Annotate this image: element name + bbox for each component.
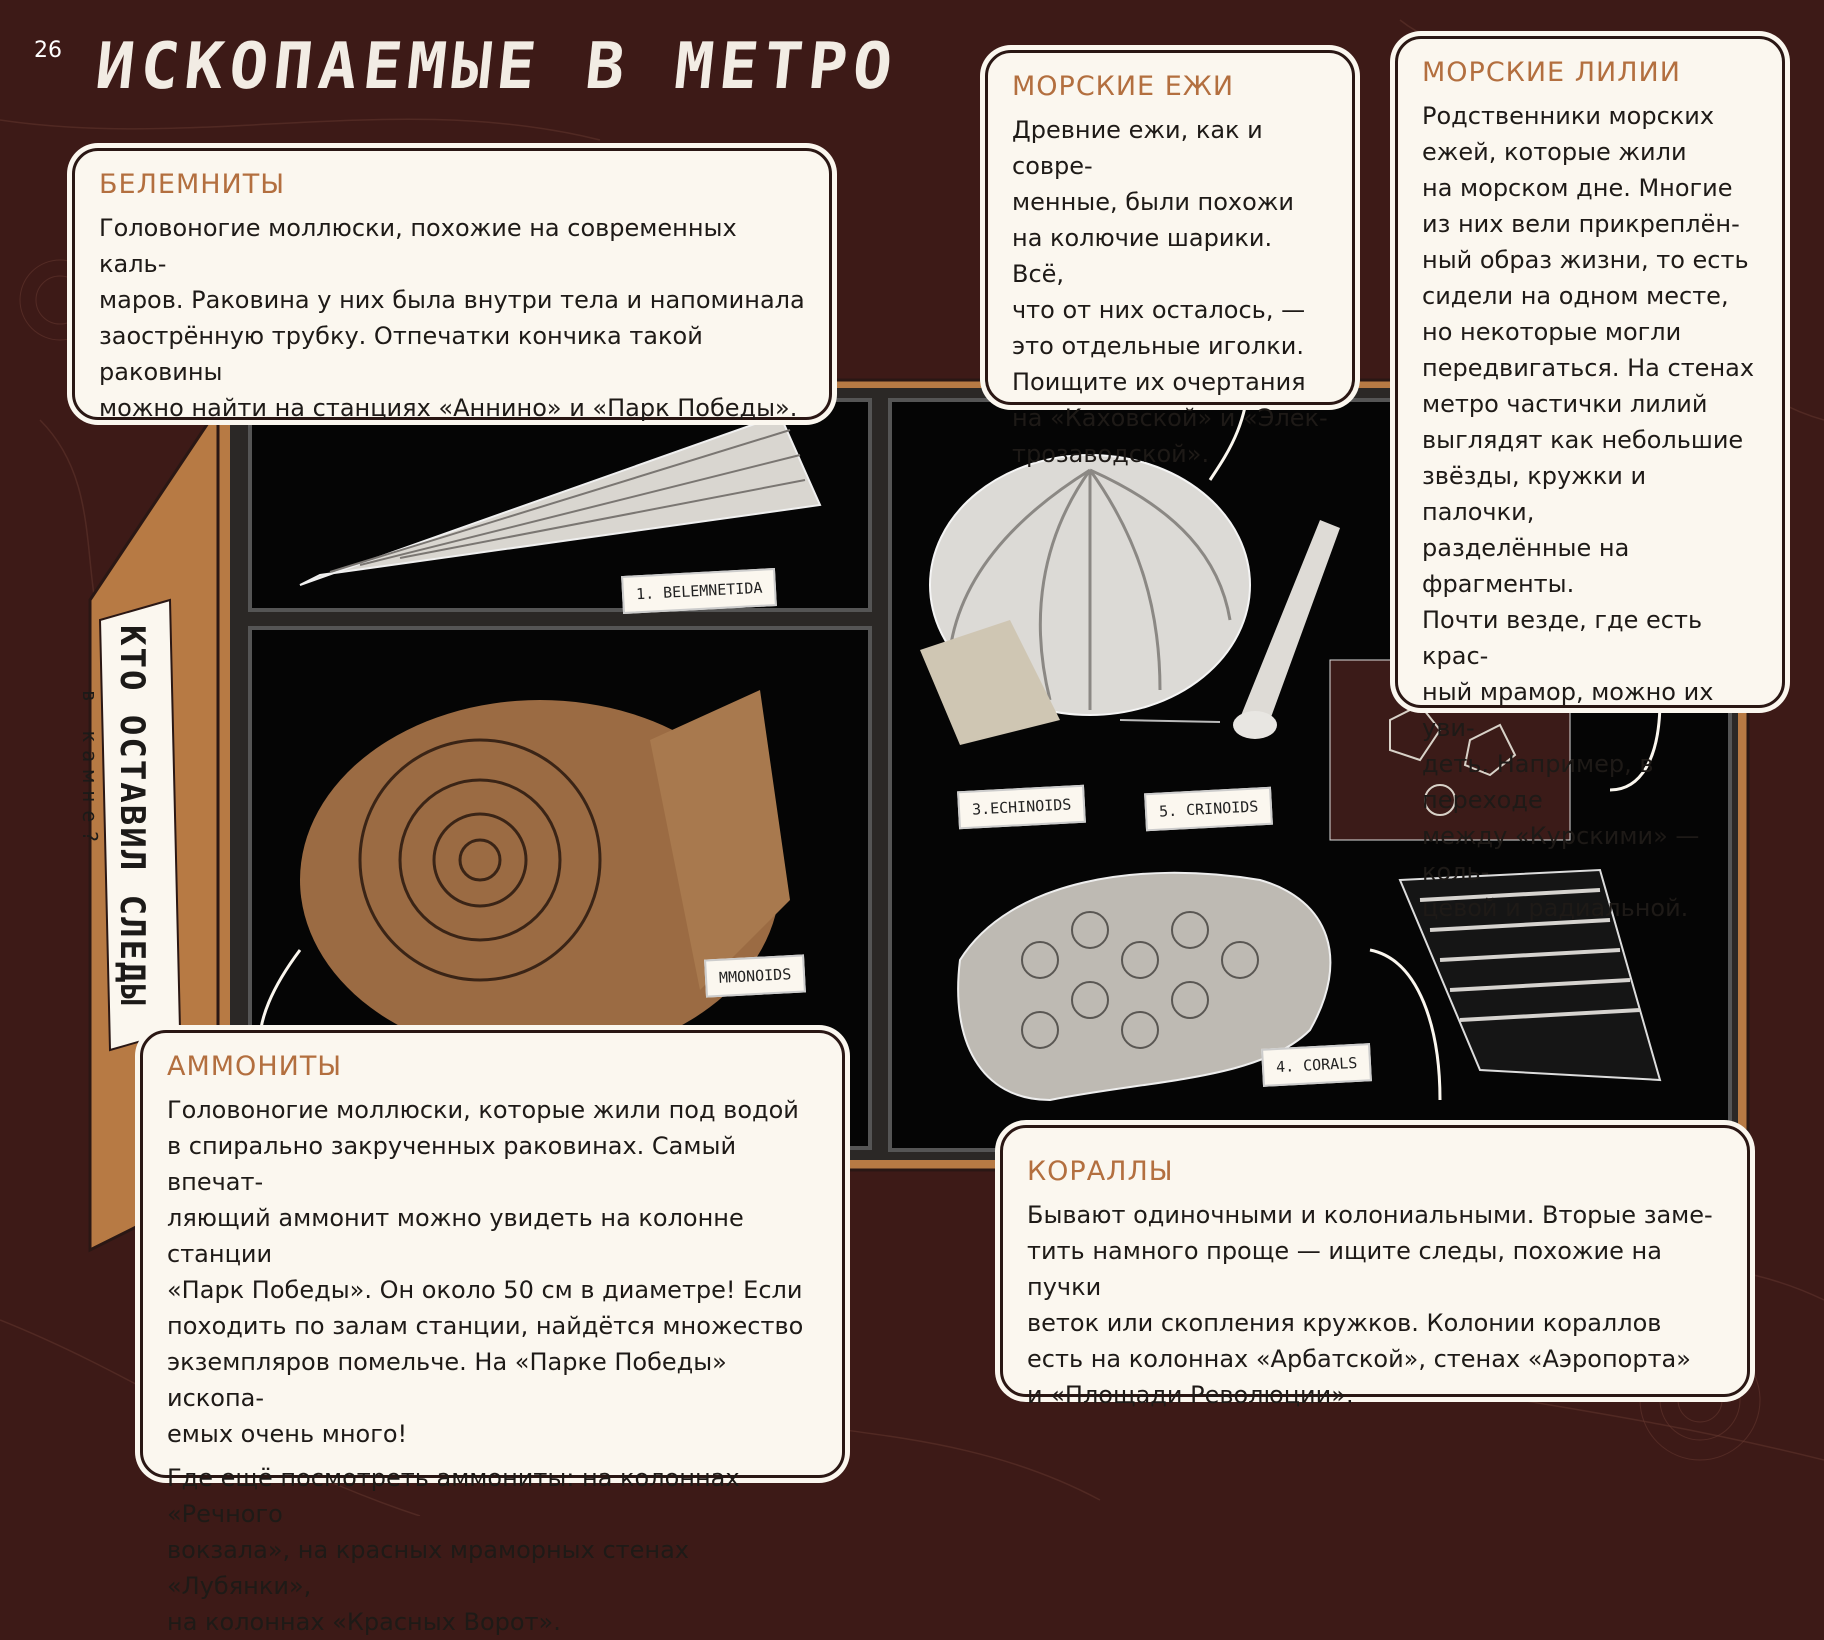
card-ammonites [140, 1030, 845, 1636]
card-sea-urchins-text: Древние ежи, как и совре- менные, были похожи на колючие шарики. Всё, что от них осталось, — это отдельные иголки. Поищите их очертания на «Каховской» и «Элек- трозаводской». [1012, 116, 1328, 468]
side-label-main: КТО ОСТАВИЛ СЛЕДЫ [112, 625, 152, 1007]
page-title: ИСКОПАЕМЫЕ В МЕТРО [92, 30, 902, 104]
card-belemnites [72, 148, 832, 420]
card-ammonites-title: АММОНИТЫ [167, 1051, 343, 1082]
specimen-label-corals: 4. CORALS [1261, 1043, 1372, 1087]
card-belemnites-text: Головоногие моллюски, похожие на современных каль- маров. Раковина у них была внутри тела и напоминала заострённую трубку. Отпечатки кончика такой раковины можно найти на станциях «Аннино» и «Парк Победы». [99, 214, 805, 422]
specimen-label-crinoids: 5. CRINOIDS [1144, 787, 1273, 832]
card-corals [1000, 1125, 1750, 1409]
card-belemnites-title: БЕЛЕМНИТЫ [99, 169, 286, 200]
side-label-sub: в камне? [78, 690, 102, 851]
card-corals-title: КОРАЛЛЫ [1027, 1156, 1174, 1187]
card-crinoids-text: Родственники морских ежей, которые жили на морском дне. Многие из них вели прикреплён- ный образ жизни, то есть сидели на одном месте, но некоторые могли передвигаться. На стенах метро частички лилий выглядят как небольшие звёзды, кружки и палочки, разделённые на фрагменты. Почти везде, где есть крас- ный мрамор, можно их уви- деть. Например, в переходе между «Курскими» — коль- цевой и радиальной. [1422, 102, 1755, 922]
card-corals-text: Бывают одиночными и колониальными. Вторые заме- тить намного проще — ищите следы, похожие на пучки веток или скопления кружков. Колонии кораллов есть на колоннах «Арбатской», стенах «Аэропорта» и «Площади Революции». [1027, 1201, 1713, 1409]
card-ammonites-text: Головоногие моллюски, которые жили под водой в спирально закрученных раковинах. Самый впечат- ляющий аммонит можно увидеть на колонне станции «Парк Победы». Он около 50 см в диаметре! Если походить по залам станции, найдётся множество экземпляров помельче. На «Парке Победы» ископа- емых очень много! [167, 1096, 804, 1448]
specimen-label-ammonoids: MMONOIDS [704, 954, 806, 997]
specimen-label-belemnetida: 1. BELEMNETIDA [621, 568, 777, 614]
specimen-label-echinoids: 3.ECHINOIDS [957, 785, 1086, 830]
card-sea-urchins-title: МОРСКИЕ ЕЖИ [1012, 71, 1235, 102]
card-ammonites-extra-text: Где ещё посмотреть аммониты: на колоннах «Речного вокзала», на красных мраморных стенах «Лубянки», на колоннах «Красных Ворот». [167, 1464, 740, 1636]
card-crinoids-title: МОРСКИЕ ЛИЛИИ [1422, 57, 1681, 88]
card-sea-urchins [985, 50, 1355, 468]
page-number: 26 [34, 38, 62, 63]
card-crinoids [1395, 36, 1785, 922]
